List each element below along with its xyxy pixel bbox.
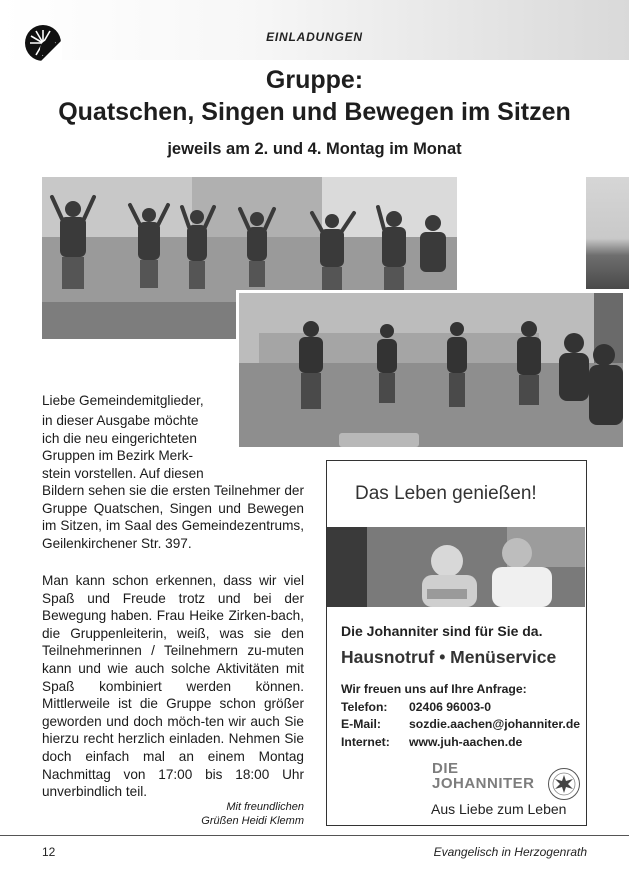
title-line-1: Gruppe: — [265, 66, 364, 94]
phone-number: 02406 96003-0 — [409, 699, 492, 714]
section-label: EINLADUNGEN — [266, 30, 363, 44]
publication-name: Evangelisch in Herzogenrath — [433, 845, 587, 859]
johanniter-logo-text — [432, 761, 535, 791]
web-label: Internet: — [341, 734, 390, 749]
johanniter-ad — [326, 460, 587, 826]
brand-name: JOHANNITER — [432, 775, 535, 792]
email-label: E-Mail: — [341, 717, 381, 731]
ad-line-1: Die Johanniter sind für Sie da. — [341, 623, 543, 639]
ad-line-3: Wir freuen uns auf Ihre Anfrage: — [341, 682, 527, 696]
para1-line-2: ich die neu eingerichteten — [42, 430, 197, 446]
side-photo-crop — [586, 177, 629, 289]
web-address: www.juh-aachen.de — [409, 734, 523, 749]
ad-contact — [341, 681, 580, 751]
page-number: 12 — [42, 845, 56, 859]
para1-line-1: in dieser Ausgabe möchte — [42, 413, 199, 428]
ad-services: Hausnotruf • Menüservice — [341, 647, 557, 667]
ad-web-row — [341, 734, 580, 752]
para1-wrap — [42, 412, 219, 482]
signature-line-1: Mit freundlichen — [226, 801, 304, 813]
ad-photo — [327, 527, 585, 607]
group-photo-2 — [236, 290, 626, 450]
para1-line-3: Gruppen im Bezirk Merk- — [42, 448, 194, 464]
greeting: Liebe Gemeindemitglieder, — [42, 393, 204, 408]
brand-die: DIE — [432, 760, 459, 777]
email-address: sozdie.aachen@johanniter.de — [409, 717, 581, 731]
title-line-2: Quatschen, Singen und Bewegen im Sitzen — [58, 98, 571, 126]
ad-phone-row — [341, 699, 580, 717]
footer-divider — [0, 835, 629, 836]
article-subtitle: jeweils am 2. und 4. Montag im Monat — [167, 140, 462, 158]
ad-email-row — [341, 716, 580, 734]
signature — [42, 800, 304, 828]
article-title — [20, 64, 609, 128]
brand-tagline: Aus Liebe zum Leben — [431, 801, 567, 817]
phone-label: Telefon: — [341, 699, 388, 714]
ad-headline: Das Leben genießen! — [355, 483, 537, 504]
para1-rest: Bildern sehen sie die ersten Teilnehmer der Gruppe Quatschen, Singen und Bewegen im Sitzen, im Saal des Gemeindezentrums, Geilenkirchener Str. 397. — [42, 483, 304, 551]
signature-line-2: Grüßen Heidi Klemm — [201, 815, 304, 827]
para2: Man kann schon erkennen, dass wir viel Spaß und Freude trotz und bei der Bewegung haben. Frau Heike Zirken-bach, die Gruppenleiterin, weiß, was sie den Teilnehmerinnen / Teilnehmern zu-muten kann und wie auch solche Aktivitäten mit Spaß kombiniert werden können. Mittlerweile ist die Gruppe schon größer geworden und doch möch-ten wir auch Sie hierzu recht herzlich einladen. Nehmen Sie doch einfach mal an einem Montag Nachmittag von 17:00 bis 18:00 Uhr unverbindlich teil. — [42, 573, 304, 800]
para1-line-4: stein vorstellen. Auf diesen — [42, 465, 204, 481]
johanniter-seal-icon — [547, 767, 581, 801]
